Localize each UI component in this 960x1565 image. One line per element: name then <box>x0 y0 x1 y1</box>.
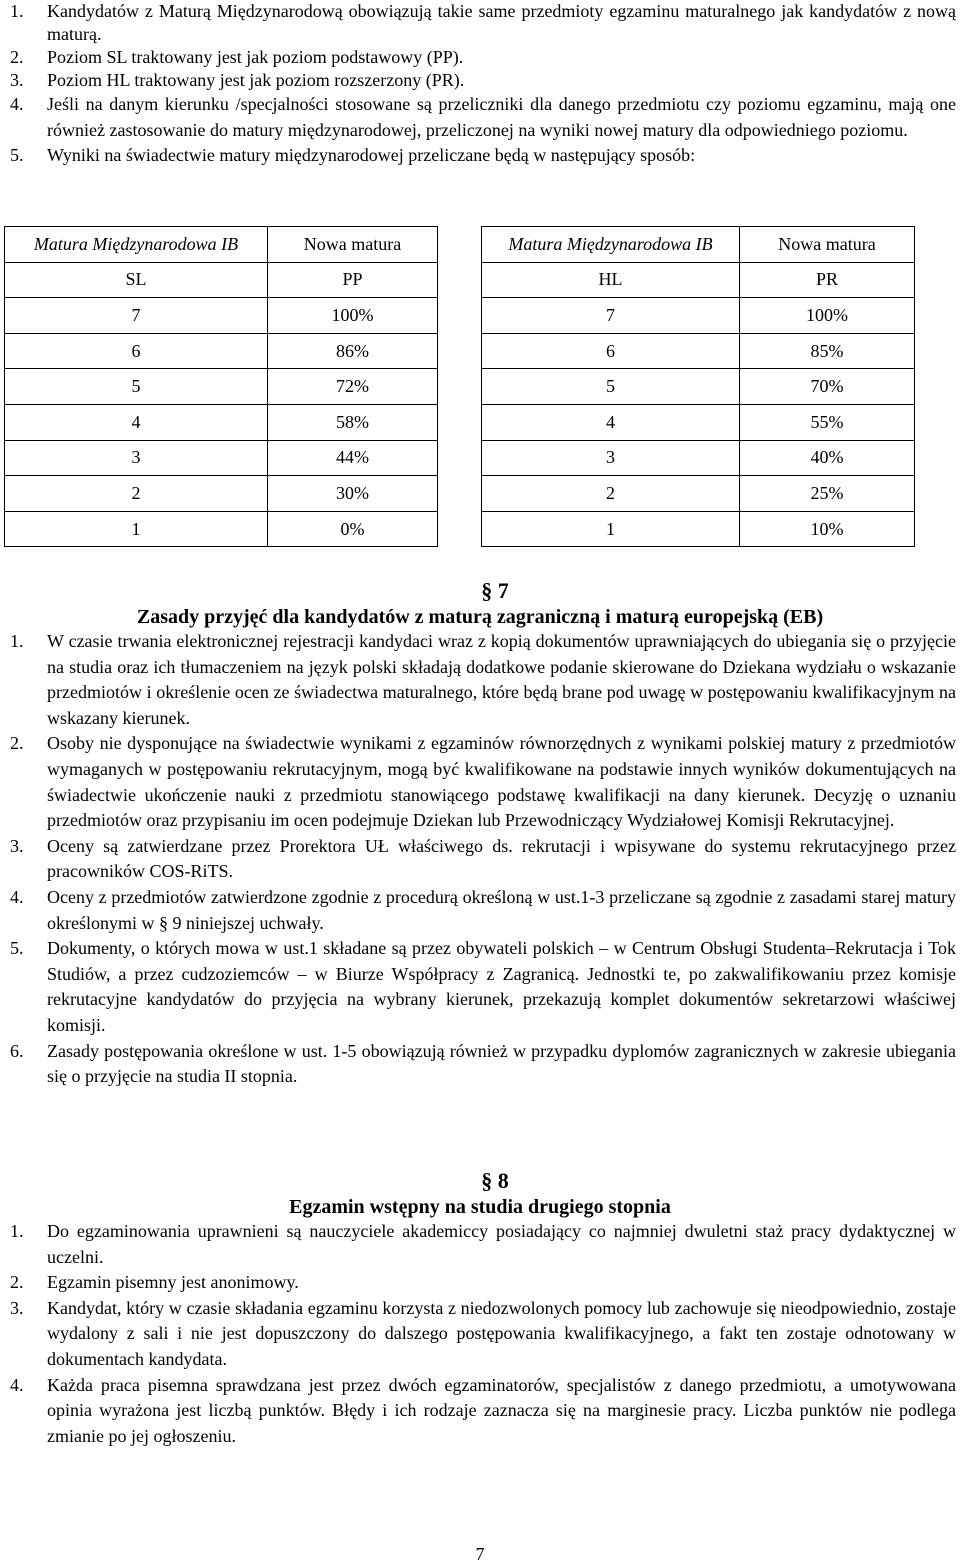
sl-conversion-table <box>4 226 438 547</box>
item-number: 4. <box>10 94 24 114</box>
table-header-row <box>5 227 438 263</box>
level-new: PR <box>740 262 915 298</box>
ib-grade: 1 <box>482 511 740 547</box>
table-row <box>482 333 915 369</box>
new-percent: 86% <box>268 333 438 369</box>
list-item <box>0 885 960 936</box>
table-level-row <box>5 262 438 298</box>
header-ib: Matura Międzynarodowa IB <box>482 227 740 263</box>
item-text: Oceny są zatwierdzane przez Prorektora UŁ właściwego ds. rekrutacji i wpisywane do systemu rekrutacyjnego przez pracowników COS-RiTS. <box>47 835 956 882</box>
list-item <box>0 46 960 69</box>
new-percent: 10% <box>740 511 915 547</box>
table-level-row <box>482 262 915 298</box>
section-sign: § <box>481 578 498 603</box>
item-text: Oceny z przedmiotów zatwierdzone zgodnie z procedurą określoną w ust.1-3 przeliczane są zgodnie z zasadami starej matury określonymi w § 9 niniejszej uchwały. <box>47 886 956 933</box>
item-text: Kandydatów z Maturą Międzynarodową obowiązują takie same przedmioty egzaminu maturalnego jak kandydatów z nową maturą. <box>47 1 956 44</box>
item-number: 1. <box>10 631 24 651</box>
table-row <box>5 333 438 369</box>
list-item <box>0 629 960 731</box>
ib-grade: 6 <box>5 333 268 369</box>
list-item <box>0 1270 960 1296</box>
table-header-row <box>482 227 915 263</box>
list-item <box>0 936 960 1038</box>
item-number: 1. <box>10 1221 24 1241</box>
level-new: PP <box>268 262 438 298</box>
level-ib: HL <box>482 262 740 298</box>
item-text: Osoby nie dysponujące na świadectwie wynikami z egzaminów równorzędnych z wynikami polskiej matury z przedmiotów wymaganych w postępowaniu rekrutacyjnym, mogą być kwalifikowane na podstawie innych wyników dokumentujących na świadectwie ukończenie nauki z przedmiotu stanowiącego podstawę kwalifikacji na dany kierunek. Decyzję o uznaniu przedmiotów oraz przypisaniu im ocen podejmuje Dziekan lub Przewodniczący Wydziałowej Komisji Rekrutacyjnej. <box>47 733 956 831</box>
list-item <box>0 1296 960 1373</box>
table-row <box>5 369 438 405</box>
table-row <box>482 440 915 476</box>
list-item <box>0 834 960 885</box>
item-number: 5. <box>10 145 24 166</box>
ib-grade: 3 <box>482 440 740 476</box>
section-number-value: 8 <box>497 1168 509 1193</box>
ib-grade: 2 <box>5 476 268 512</box>
table-row <box>482 298 915 334</box>
item-number: 2. <box>10 733 24 754</box>
list-item <box>0 69 960 92</box>
table-row <box>5 511 438 547</box>
list-item <box>0 92 960 143</box>
item-number: 4. <box>10 1374 24 1395</box>
ib-grade: 6 <box>482 333 740 369</box>
level-ib: SL <box>5 262 268 298</box>
item-text: Każda praca pisemna sprawdzana jest przez dwóch egzaminatorów, specjalistów z danego przedmiotu, a umotywowana opinia wyrażona jest liczbą punktów. Błędy i ich rodzaje zaznacza się na marginesie pracy. Liczba punktów nie podlega zmianie po jej ogłoszeniu. <box>47 1374 956 1446</box>
ib-grade: 7 <box>5 298 268 334</box>
new-percent: 100% <box>268 298 438 334</box>
item-number: 2. <box>10 47 24 67</box>
item-number: 2. <box>10 1272 24 1293</box>
hl-conversion-table <box>481 226 915 547</box>
section-title: Egzamin wstępny na studia drugiego stopnia <box>289 1196 671 1218</box>
item-text: W czasie trwania elektronicznej rejestracji kandydaci wraz z kopią dokumentów uprawniających do ubiegania się o przyjęcie na studia oraz ich tłumaczeniem na język polski składają dodatkowe podanie skierowane do Dziekana wydziału o wskazanie przedmiotów i określenie ocen ze świadectwa maturalnego, które będą brane pod uwagę w postępowaniu kwalifikacyjnym na wskazany kierunek. <box>47 631 956 728</box>
item-text: Poziom HL traktowany jest jak poziom rozszerzony (PR). <box>47 70 465 90</box>
item-number: 6. <box>10 1040 24 1061</box>
ib-grade: 5 <box>482 369 740 405</box>
new-percent: 72% <box>268 369 438 405</box>
list-item <box>0 143 960 169</box>
table-row <box>482 369 915 405</box>
table-row <box>482 404 915 440</box>
ib-grade: 2 <box>482 476 740 512</box>
section-8-list <box>0 1219 960 1449</box>
header-ib: Matura Międzynarodowa IB <box>5 227 268 263</box>
header-new-matura: Nowa matura <box>268 227 438 263</box>
item-number: 3. <box>10 70 24 90</box>
conversion-tables <box>0 226 960 552</box>
new-percent: 40% <box>740 440 915 476</box>
ib-grade: 1 <box>5 511 268 547</box>
list-item <box>0 0 960 46</box>
ib-grade: 7 <box>482 298 740 334</box>
section-7 <box>0 578 960 1090</box>
list-item <box>0 1219 960 1270</box>
new-percent: 0% <box>268 511 438 547</box>
new-percent: 70% <box>740 369 915 405</box>
item-number: 4. <box>10 886 24 907</box>
table-row <box>5 476 438 512</box>
item-text: Dokumenty, o których mowa w ust.1 składane są przez obywateli polskich – w Centrum Obsługi Studenta–Rekrutacja i Tok Studiów, a przez cudzoziemców – w Biurze Współpracy z Zagranicą. Jednostki te, po zakwalifikowaniu przez komisje rekrutacyjne kandydatów do przyjęcia na wybrany kierunek, przekazują komplet dokumentów sekretarzowi właściwej komisji. <box>47 938 956 1035</box>
item-number: 3. <box>10 1297 24 1318</box>
new-percent: 55% <box>740 404 915 440</box>
item-number: 3. <box>10 835 24 856</box>
item-text: Zasady postępowania określone w ust. 1-5 obowiązują również w przypadku dyplomów zagranicznych w zakresie ubiegania się o przyjęcie na studia II stopnia. <box>47 1040 956 1087</box>
section-title: Zasady przyjęć dla kandydatów z maturą zagraniczną i maturą europejską (EB) <box>136 606 824 628</box>
new-percent: 100% <box>740 298 915 334</box>
section-number <box>0 1168 960 1194</box>
table-row <box>482 511 915 547</box>
new-percent: 25% <box>740 476 915 512</box>
item-number: 1. <box>10 1 24 21</box>
section-7-list <box>0 629 960 1090</box>
ib-grade: 4 <box>5 404 268 440</box>
table-row <box>5 440 438 476</box>
item-text: Jeśli na danym kierunku /specjalności stosowane są przeliczniki dla danego przedmiotu czy poziomu egzaminu, mają one również zastosowanie do matury międzynarodowej, przeliczonej na wyniki nowej matury dla odpowiedniego poziomu. <box>47 94 956 140</box>
ib-grade: 4 <box>482 404 740 440</box>
section-number <box>0 578 960 604</box>
new-percent: 44% <box>268 440 438 476</box>
item-text: Egzamin pisemny jest anonimowy. <box>47 1272 299 1293</box>
item-text: Poziom SL traktowany jest jak poziom podstawowy (PP). <box>47 47 464 67</box>
header-new-matura: Nowa matura <box>740 227 915 263</box>
new-percent: 30% <box>268 476 438 512</box>
table-row <box>5 404 438 440</box>
list-item <box>0 1039 960 1090</box>
list-item <box>0 731 960 833</box>
ib-grade: 3 <box>5 440 268 476</box>
new-percent: 85% <box>740 333 915 369</box>
section-8 <box>0 1168 960 1449</box>
item-text: Wyniki na świadectwie matury międzynarodowej przeliczane będą w następujący sposób: <box>47 145 696 166</box>
top-list <box>0 0 960 169</box>
ib-grade: 5 <box>5 369 268 405</box>
section-number-value: 7 <box>497 578 509 603</box>
item-text: Kandydat, który w czasie składania egzaminu korzysta z niedozwolonych pomocy lub zachowuje się nieodpowiednio, zostaje wydalony z sali i nie jest dopuszczony do dalszego postępowania kwalifikacyjnego, a fakt ten zostaje odnotowany w dokumentach kandydata. <box>47 1297 956 1369</box>
item-text: Do egzaminowania uprawnieni są nauczyciele akademiccy posiadający co najmniej dwuletni staż pracy dydaktycznej w uczelni. <box>47 1221 956 1267</box>
new-percent: 58% <box>268 404 438 440</box>
page-number: 7 <box>475 1544 485 1564</box>
section-sign: § <box>481 1168 498 1193</box>
list-item <box>0 1373 960 1450</box>
table-row <box>5 298 438 334</box>
item-number: 5. <box>10 938 24 959</box>
table-row <box>482 476 915 512</box>
